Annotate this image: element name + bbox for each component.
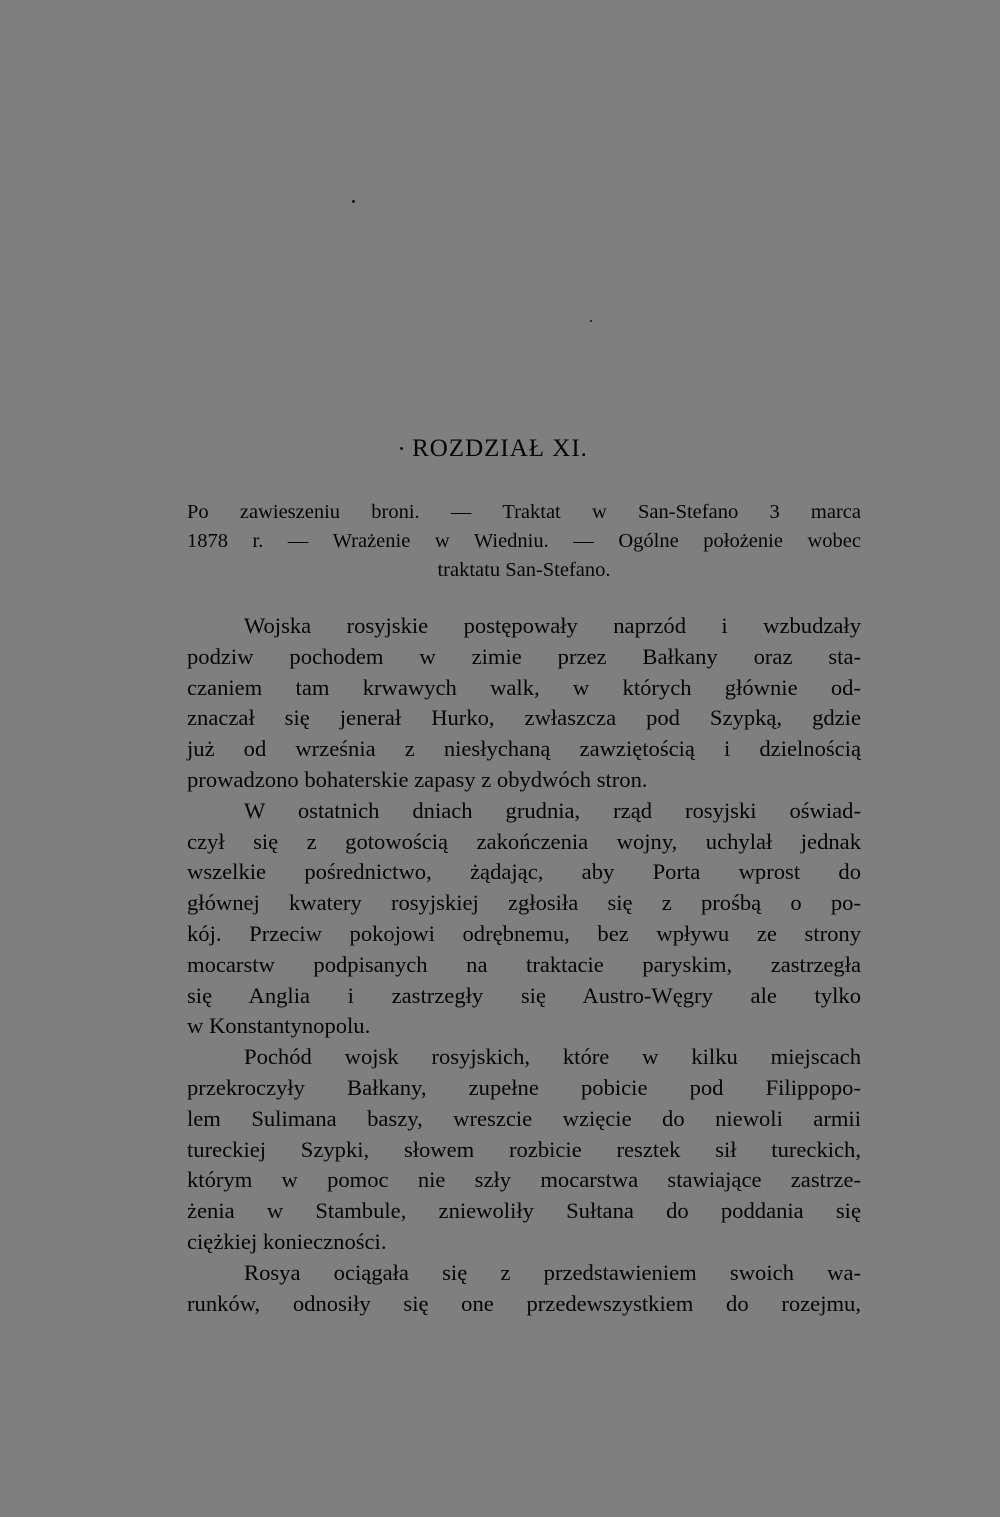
paragraph-line: się Anglia i zastrzegły się Austro-Węgry ale tylko bbox=[187, 982, 861, 1008]
summary-line: 1878 r. — Wrażenie w Wiedniu. — Ogólne położenie wobec bbox=[187, 530, 861, 552]
paragraph-line: runków, odnosiły się one przedewszystkiem do rozejmu, bbox=[187, 1290, 861, 1316]
body-text bbox=[187, 611, 861, 1319]
paragraph-line: mocarstw podpisanych na traktacie paryskim, zastrzegła bbox=[187, 951, 861, 977]
chapter-summary bbox=[187, 498, 861, 585]
paragraph-line: prowadzono bohaterskie zapasy z obydwóch stron. bbox=[187, 766, 648, 792]
paragraph-line: wszelkie pośrednictwo, żądając, aby Porta wprost do bbox=[187, 859, 861, 885]
paragraph-line: tureckiej Szypki, słowem rozbicie resztek sił tureckich, bbox=[187, 1136, 861, 1162]
paragraph-line: głównej kwatery rosyjskiej zgłosiła się z prośbą o po- bbox=[187, 890, 861, 916]
summary-line: Po zawieszeniu broni. — Traktat w San-Stefano 3 marca bbox=[187, 501, 861, 523]
paragraph-line: kój. Przeciw pokojowi odrębnemu, bez wpływu ze strony bbox=[187, 920, 861, 946]
paragraph-line: czył się z gotowością zakończenia wojny, uchylał jednak bbox=[187, 828, 861, 854]
paragraph-line: którym w pomoc nie szły mocarstwa stawiające zastrze- bbox=[187, 1167, 861, 1193]
paragraph-line: Wojska rosyjskie postępowały naprzód i wzbudzały bbox=[244, 613, 861, 638]
paragraph-line: lem Sulimana baszy, wreszcie wzięcie do niewoli armii bbox=[187, 1105, 861, 1131]
paragraph-line: żenia w Stambule, zniewoliły Sułtana do poddania się bbox=[187, 1198, 861, 1224]
paragraph-line: już od września z niesłychaną zawziętością i dzielnością bbox=[187, 736, 861, 762]
ink-speck bbox=[590, 320, 592, 322]
chapter-heading: ROZDZIAŁ XI. bbox=[412, 435, 588, 462]
paragraph-line: W ostatnich dniach grudnia, rząd rosyjski oświad- bbox=[244, 797, 861, 823]
paragraph-line: w Konstantynopolu. bbox=[187, 1013, 371, 1039]
paragraph-line: podziw pochodem w zimie przez Bałkany oraz sta- bbox=[187, 643, 861, 669]
paragraph-line: ciężkiej konieczności. bbox=[187, 1228, 387, 1254]
paragraph-line: Pochód wojsk rosyjskich, które w kilku miejscach bbox=[244, 1044, 861, 1070]
paragraph-line: znaczał się jenerał Hurko, zwłaszcza pod Szypką, gdzie bbox=[187, 705, 861, 731]
ink-speck bbox=[352, 200, 355, 203]
summary-line: traktatu San-Stefano. bbox=[437, 559, 611, 581]
paragraph-line: Rosya ociągała się z przedstawieniem swoich wa- bbox=[244, 1259, 861, 1285]
paragraph-line: czaniem tam krwawych walk, w których głównie od- bbox=[187, 674, 861, 700]
paragraph-line: przekroczyły Bałkany, zupełne pobicie pod Filippopo- bbox=[187, 1074, 861, 1100]
